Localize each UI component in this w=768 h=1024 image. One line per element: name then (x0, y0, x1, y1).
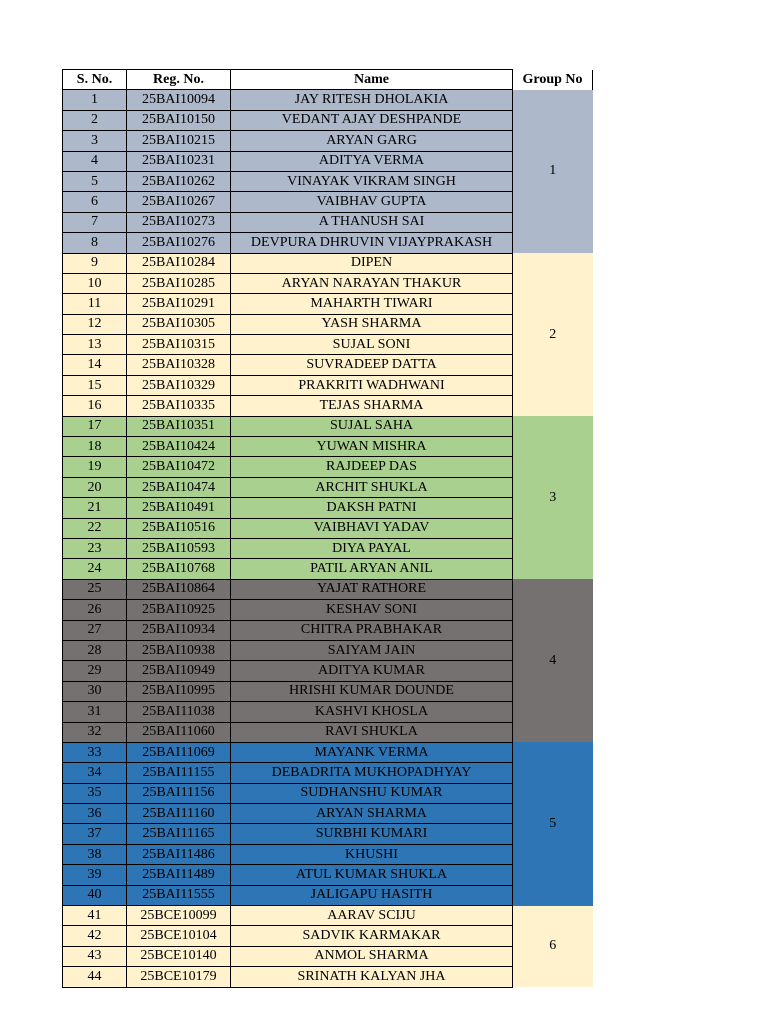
cell-name: YUWAN MISHRA (231, 437, 513, 457)
cell-sno: 21 (63, 498, 127, 518)
cell-name: SUVRADEEP DATTA (231, 355, 513, 375)
cell-sno: 6 (63, 192, 127, 212)
cell-reg-no: 25BAI10949 (127, 661, 231, 681)
cell-reg-no: 25BAI11165 (127, 824, 231, 844)
cell-sno: 36 (63, 804, 127, 824)
cell-sno: 42 (63, 926, 127, 946)
cell-sno: 19 (63, 457, 127, 477)
cell-name: PATIL ARYAN ANIL (231, 559, 513, 579)
cell-reg-no: 25BAI10273 (127, 212, 231, 232)
cell-reg-no: 25BAI10472 (127, 457, 231, 477)
cell-name: SUJAL SONI (231, 335, 513, 355)
header-name: Name (231, 70, 513, 90)
cell-sno: 8 (63, 233, 127, 253)
cell-group-no: 2 (513, 253, 593, 416)
cell-reg-no: 25BAI10593 (127, 538, 231, 558)
cell-name: ANMOL SHARMA (231, 946, 513, 966)
cell-sno: 43 (63, 946, 127, 966)
cell-sno: 3 (63, 131, 127, 151)
cell-sno: 2 (63, 110, 127, 130)
cell-name: YASH SHARMA (231, 314, 513, 334)
cell-reg-no: 25BCE10179 (127, 967, 231, 987)
table-body (63, 90, 593, 987)
cell-name: VAIBHAV GUPTA (231, 192, 513, 212)
cell-name: ADITYA VERMA (231, 151, 513, 171)
cell-name: SUJAL SAHA (231, 416, 513, 436)
cell-sno: 30 (63, 681, 127, 701)
cell-reg-no: 25BAI10424 (127, 437, 231, 457)
cell-reg-no: 25BAI11486 (127, 844, 231, 864)
cell-sno: 26 (63, 600, 127, 620)
cell-reg-no: 25BCE10104 (127, 926, 231, 946)
cell-reg-no: 25BAI10938 (127, 640, 231, 660)
cell-reg-no: 25BAI10276 (127, 233, 231, 253)
cell-reg-no: 25BAI10329 (127, 375, 231, 395)
cell-reg-no: 25BAI10291 (127, 294, 231, 314)
cell-sno: 9 (63, 253, 127, 273)
cell-reg-no: 25BAI10864 (127, 579, 231, 599)
table-row (63, 906, 593, 926)
cell-reg-no: 25BAI11038 (127, 702, 231, 722)
table-row (63, 253, 593, 273)
cell-sno: 16 (63, 396, 127, 416)
cell-reg-no: 25BAI11069 (127, 742, 231, 762)
cell-group-no: 3 (513, 416, 593, 579)
cell-name: RAVI SHUKLA (231, 722, 513, 742)
header-sno: S. No. (63, 70, 127, 90)
cell-sno: 32 (63, 722, 127, 742)
cell-reg-no: 25BCE10140 (127, 946, 231, 966)
header-group-no: Group No (513, 70, 593, 90)
cell-sno: 39 (63, 865, 127, 885)
cell-sno: 25 (63, 579, 127, 599)
cell-reg-no: 25BAI10267 (127, 192, 231, 212)
cell-name: ARYAN SHARMA (231, 804, 513, 824)
cell-sno: 1 (63, 90, 127, 110)
cell-reg-no: 25BAI10934 (127, 620, 231, 640)
cell-reg-no: 25BAI10215 (127, 131, 231, 151)
cell-sno: 33 (63, 742, 127, 762)
cell-name: SUDHANSHU KUMAR (231, 783, 513, 803)
cell-reg-no: 25BAI10474 (127, 477, 231, 497)
student-group-table (62, 69, 593, 988)
cell-sno: 27 (63, 620, 127, 640)
cell-sno: 12 (63, 314, 127, 334)
cell-reg-no: 25BCE10099 (127, 906, 231, 926)
cell-reg-no: 25BAI11156 (127, 783, 231, 803)
cell-name: A THANUSH SAI (231, 212, 513, 232)
cell-name: SURBHI KUMARI (231, 824, 513, 844)
cell-name: HRISHI KUMAR DOUNDE (231, 681, 513, 701)
cell-name: SAIYAM JAIN (231, 640, 513, 660)
cell-name: KHUSHI (231, 844, 513, 864)
cell-sno: 15 (63, 375, 127, 395)
cell-sno: 40 (63, 885, 127, 905)
cell-sno: 22 (63, 518, 127, 538)
cell-name: SRINATH KALYAN JHA (231, 967, 513, 987)
cell-sno: 10 (63, 273, 127, 293)
cell-name: KESHAV SONI (231, 600, 513, 620)
cell-sno: 5 (63, 171, 127, 191)
cell-name: AARAV SCIJU (231, 906, 513, 926)
cell-group-no: 1 (513, 90, 593, 253)
cell-sno: 17 (63, 416, 127, 436)
cell-reg-no: 25BAI10285 (127, 273, 231, 293)
cell-sno: 20 (63, 477, 127, 497)
cell-sno: 24 (63, 559, 127, 579)
cell-sno: 41 (63, 906, 127, 926)
cell-reg-no: 25BAI10335 (127, 396, 231, 416)
cell-sno: 34 (63, 763, 127, 783)
cell-sno: 11 (63, 294, 127, 314)
cell-name: SADVIK KARMAKAR (231, 926, 513, 946)
cell-sno: 44 (63, 967, 127, 987)
cell-name: MAYANK VERMA (231, 742, 513, 762)
cell-reg-no: 25BAI10262 (127, 171, 231, 191)
cell-name: TEJAS SHARMA (231, 396, 513, 416)
cell-name: ARYAN GARG (231, 131, 513, 151)
cell-sno: 13 (63, 335, 127, 355)
spreadsheet-page (62, 69, 592, 984)
cell-name: ADITYA KUMAR (231, 661, 513, 681)
cell-reg-no: 25BAI11555 (127, 885, 231, 905)
cell-name: VINAYAK VIKRAM SINGH (231, 171, 513, 191)
cell-name: YAJAT RATHORE (231, 579, 513, 599)
table-row (63, 742, 593, 762)
cell-reg-no: 25BAI10315 (127, 335, 231, 355)
cell-reg-no: 25BAI11060 (127, 722, 231, 742)
cell-name: PRAKRITI WADHWANI (231, 375, 513, 395)
cell-name: VEDANT AJAY DESHPANDE (231, 110, 513, 130)
cell-sno: 7 (63, 212, 127, 232)
table-row (63, 90, 593, 110)
cell-name: VAIBHAVI YADAV (231, 518, 513, 538)
cell-reg-no: 25BAI10094 (127, 90, 231, 110)
cell-sno: 23 (63, 538, 127, 558)
cell-reg-no: 25BAI10150 (127, 110, 231, 130)
cell-name: DIYA PAYAL (231, 538, 513, 558)
cell-sno: 31 (63, 702, 127, 722)
cell-name: KASHVI KHOSLA (231, 702, 513, 722)
cell-group-no: 4 (513, 579, 593, 742)
table-row (63, 579, 593, 599)
cell-name: ATUL KUMAR SHUKLA (231, 865, 513, 885)
cell-sno: 35 (63, 783, 127, 803)
cell-reg-no: 25BAI10516 (127, 518, 231, 538)
cell-reg-no: 25BAI11489 (127, 865, 231, 885)
cell-sno: 37 (63, 824, 127, 844)
cell-reg-no: 25BAI10231 (127, 151, 231, 171)
cell-group-no: 6 (513, 906, 593, 988)
cell-sno: 18 (63, 437, 127, 457)
cell-reg-no: 25BAI11155 (127, 763, 231, 783)
cell-name: RAJDEEP DAS (231, 457, 513, 477)
cell-reg-no: 25BAI10351 (127, 416, 231, 436)
header-reg-no: Reg. No. (127, 70, 231, 90)
cell-name: MAHARTH TIWARI (231, 294, 513, 314)
cell-reg-no: 25BAI10925 (127, 600, 231, 620)
cell-reg-no: 25BAI10305 (127, 314, 231, 334)
table-row (63, 416, 593, 436)
cell-reg-no: 25BAI10328 (127, 355, 231, 375)
cell-name: JAY RITESH DHOLAKIA (231, 90, 513, 110)
cell-reg-no: 25BAI11160 (127, 804, 231, 824)
cell-name: JALIGAPU HASITH (231, 885, 513, 905)
cell-reg-no: 25BAI10995 (127, 681, 231, 701)
cell-reg-no: 25BAI10768 (127, 559, 231, 579)
cell-sno: 4 (63, 151, 127, 171)
cell-name: ARCHIT SHUKLA (231, 477, 513, 497)
cell-name: DAKSH PATNI (231, 498, 513, 518)
cell-sno: 14 (63, 355, 127, 375)
cell-name: DEVPURA DHRUVIN VIJAYPRAKASH (231, 233, 513, 253)
cell-sno: 28 (63, 640, 127, 660)
cell-reg-no: 25BAI10491 (127, 498, 231, 518)
cell-sno: 38 (63, 844, 127, 864)
cell-sno: 29 (63, 661, 127, 681)
cell-name: DEBADRITA MUKHOPADHYAY (231, 763, 513, 783)
cell-name: ARYAN NARAYAN THAKUR (231, 273, 513, 293)
cell-name: CHITRA PRABHAKAR (231, 620, 513, 640)
cell-reg-no: 25BAI10284 (127, 253, 231, 273)
cell-name: DIPEN (231, 253, 513, 273)
header-row (63, 70, 593, 90)
cell-group-no: 5 (513, 742, 593, 905)
